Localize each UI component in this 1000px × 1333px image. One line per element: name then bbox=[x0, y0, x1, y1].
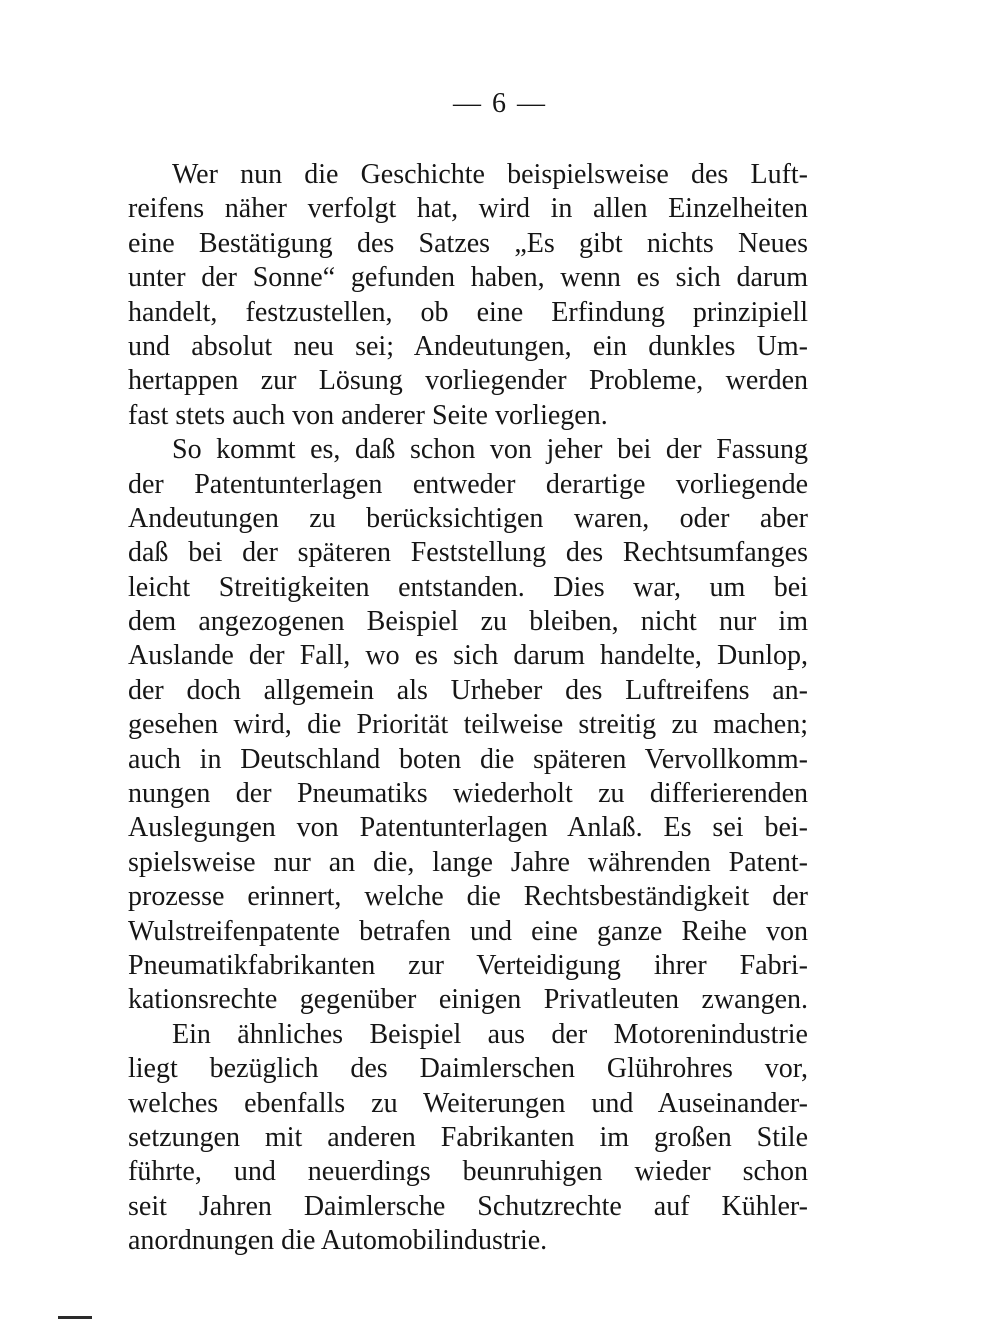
text-line: Auslegungen von Patentunterlagen Anlaß. Es sei bei- bbox=[128, 812, 808, 844]
text-line: unter der Sonne“ gefunden haben, wenn es sich darum bbox=[128, 262, 808, 294]
text-line: der doch allgemein als Urheber des Luftreifens an- bbox=[128, 674, 808, 706]
text-line: So kommt es, daß schon von jeher bei der Fassung bbox=[172, 434, 808, 466]
paragraph-2 bbox=[128, 433, 808, 1018]
text-line: kationsrechte gegenüber einigen Privatleuten zwangen. bbox=[128, 984, 808, 1016]
text-line: der Patentunterlagen entweder derartige vorliegende bbox=[128, 468, 808, 500]
text-line: seit Jahren Daimlersche Schutzrechte auf Kühler- bbox=[128, 1190, 808, 1222]
text-line: auch in Deutschland boten die späteren Vervollkomm- bbox=[128, 743, 808, 775]
text-line: spielsweise nur an die, lange Jahre währenden Patent- bbox=[128, 846, 808, 878]
paragraph-3 bbox=[128, 1018, 808, 1259]
text-line: Andeutungen zu berücksichtigen waren, oder aber bbox=[128, 502, 808, 534]
text-line: gesehen wird, die Priorität teilweise streitig zu machen; bbox=[128, 709, 808, 741]
text-line: reifens näher verfolgt hat, wird in allen Einzelheiten bbox=[128, 193, 808, 225]
text-line: führte, und neuerdings beunruhigen wieder schon bbox=[128, 1156, 808, 1188]
text-line: Ein ähnliches Beispiel aus der Motorenindustrie bbox=[172, 1018, 808, 1050]
text-line: nungen der Pneumatiks wiederholt zu differierenden bbox=[128, 778, 808, 810]
text-line: Pneumatikfabrikanten zur Verteidigung ihrer Fabri- bbox=[128, 949, 808, 981]
paragraph-1 bbox=[128, 158, 808, 433]
scan-edge-mark bbox=[58, 1316, 92, 1319]
text-line: anordnungen die Automobilindustrie. bbox=[128, 1225, 548, 1257]
text-line: welches ebenfalls zu Weiterungen und Auseinander- bbox=[128, 1087, 808, 1119]
text-line: Wer nun die Geschichte beispielsweise des Luft- bbox=[172, 159, 808, 190]
text-line: handelt, festzustellen, ob eine Erfindung prinzipiell bbox=[128, 296, 808, 328]
text-line: und absolut neu sei; Andeutungen, ein dunkles Um- bbox=[128, 330, 808, 362]
text-line: setzungen mit anderen Fabrikanten im großen Stile bbox=[128, 1121, 808, 1153]
text-line: liegt bezüglich des Daimlerschen Glührohres vor, bbox=[128, 1053, 808, 1085]
text-line: dem angezogenen Beispiel zu bleiben, nicht nur im bbox=[128, 606, 808, 638]
body-text bbox=[128, 158, 808, 1259]
page-number: — 6 — bbox=[453, 88, 547, 119]
text-line: Wulstreifenpatente betrafen und eine ganze Reihe von bbox=[128, 915, 808, 947]
text-line: Auslande der Fall, wo es sich darum handelte, Dunlop, bbox=[128, 640, 808, 672]
text-line: hertappen zur Lösung vorliegender Probleme, werden bbox=[128, 365, 808, 397]
text-line: leicht Streitigkeiten entstanden. Dies war, um bei bbox=[128, 571, 808, 603]
text-line: eine Bestätigung des Satzes „Es gibt nichts Neues bbox=[128, 227, 808, 259]
text-line: prozesse erinnert, welche die Rechtsbeständigkeit der bbox=[128, 881, 808, 913]
text-line: fast stets auch von anderer Seite vorliegen. bbox=[128, 399, 608, 431]
text-line: daß bei der späteren Feststellung des Rechtsumfanges bbox=[128, 537, 808, 569]
